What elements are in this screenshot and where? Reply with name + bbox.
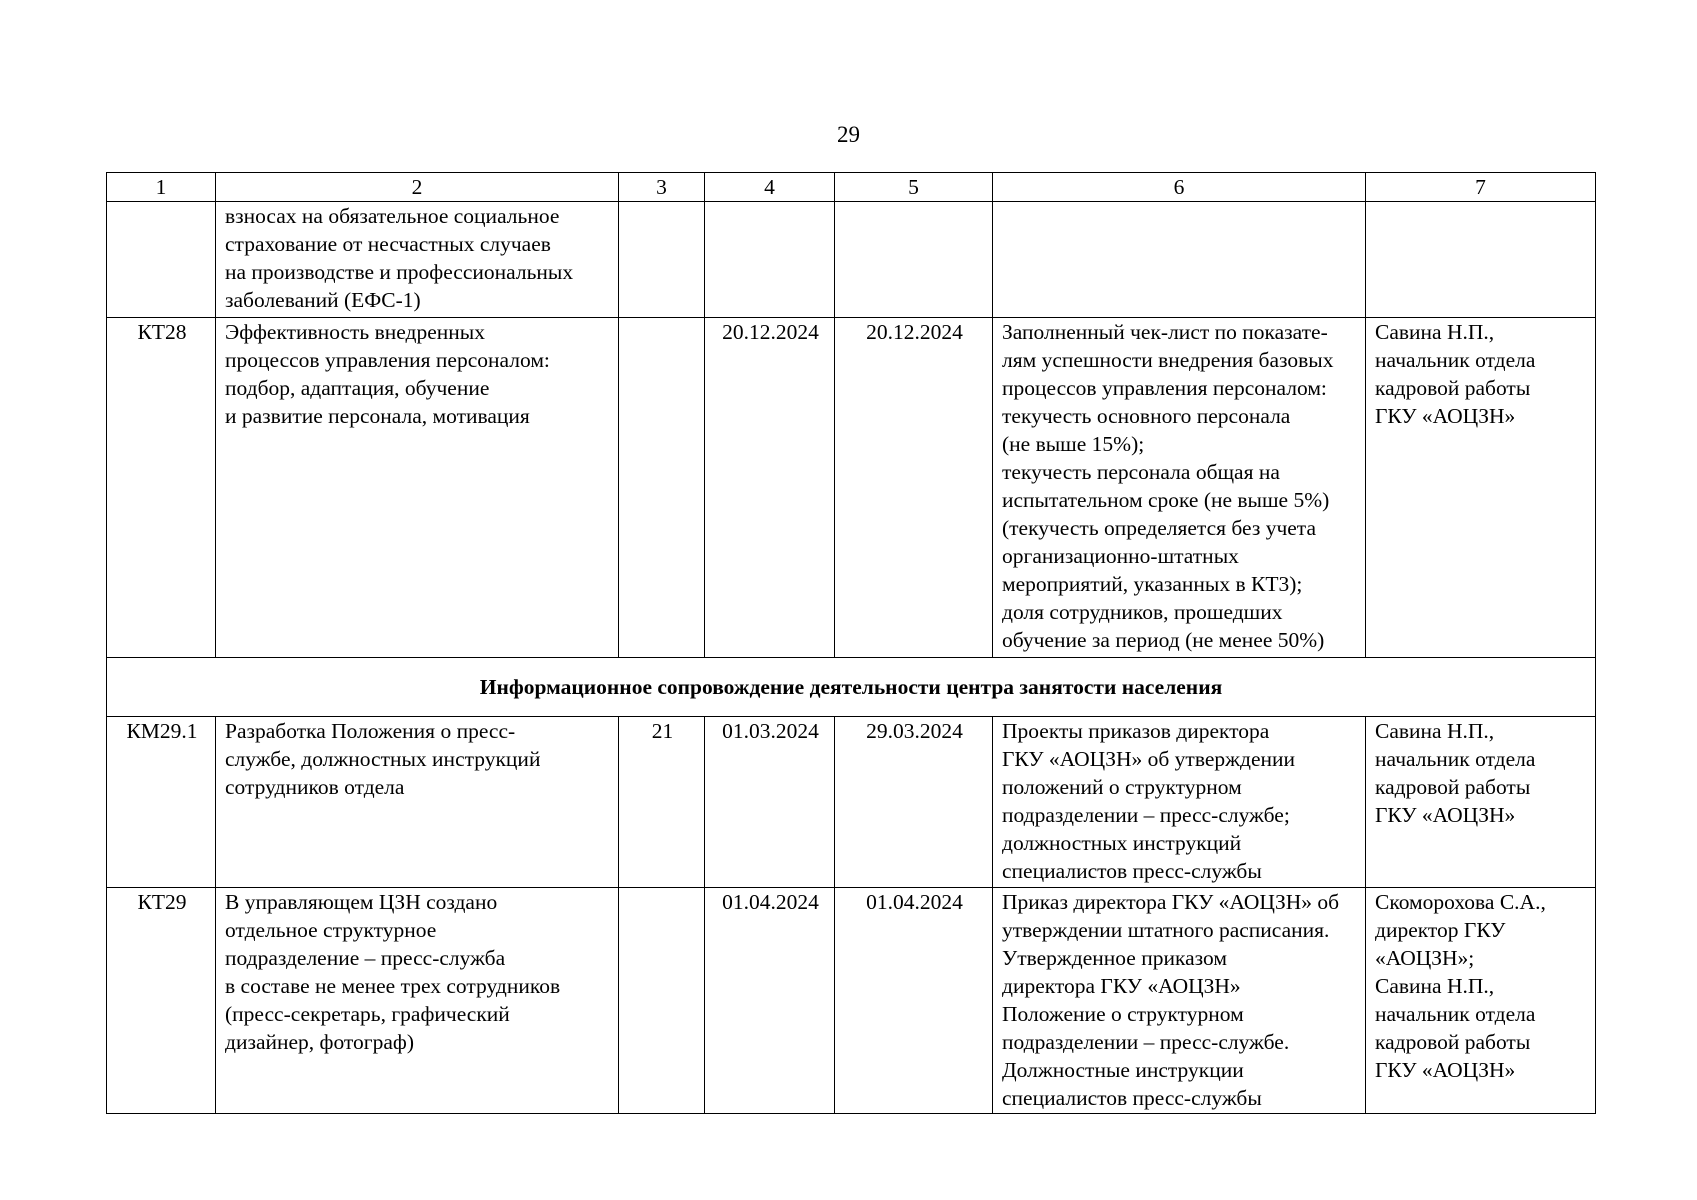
row-responsible-line: кадровой работы — [1375, 1030, 1531, 1054]
row-code: КТ28 — [107, 318, 216, 658]
row-code: КМ29.1 — [107, 717, 216, 888]
row-number — [619, 888, 705, 1114]
row-code: КТ29 — [107, 888, 216, 1114]
row-code — [107, 202, 216, 318]
row-responsible-line: Скоморохова С.А., — [1375, 890, 1546, 914]
row-end-date — [835, 202, 993, 318]
row-name — [216, 202, 619, 318]
row-name-line: В управляющем ЦЗН создано — [225, 890, 498, 914]
row-start-date: 01.04.2024 — [705, 888, 835, 1114]
row-result-line: утверждении штатного расписания. — [1002, 918, 1330, 942]
row-name — [216, 318, 619, 658]
row-responsible-line: «АОЦЗН»; — [1375, 946, 1475, 970]
row-responsible-line: кадровой работы — [1375, 775, 1531, 799]
row-name-line: страхование от несчастных случаев — [225, 232, 551, 256]
header-cell: 5 — [835, 173, 993, 202]
page-number: 29 — [837, 122, 860, 147]
row-responsible — [1366, 202, 1596, 318]
row-result — [993, 318, 1366, 658]
row-start-date — [705, 202, 835, 318]
row-responsible-line: ГКУ «АОЦЗН» — [1375, 803, 1516, 827]
row-responsible-line: Савина Н.П., — [1375, 719, 1495, 743]
row-result-line: мероприятий, указанных в КТ3); — [1002, 572, 1303, 596]
section-title: Информационное сопровождение деятельности центра занятости населения — [107, 658, 1596, 717]
row-number — [619, 318, 705, 658]
row-result-line: положений о структурном — [1002, 775, 1242, 799]
row-responsible-line: Савина Н.П., — [1375, 320, 1495, 344]
header-cell: 6 — [993, 173, 1366, 202]
row-result-line: подразделении – пресс-службе; — [1002, 803, 1290, 827]
table-row — [107, 717, 1596, 888]
table-row — [107, 202, 1596, 318]
row-result-line: Должностные инструкции — [1002, 1058, 1244, 1082]
row-number: 21 — [619, 717, 705, 888]
row-result-line: Заполненный чек-лист по показате- — [1002, 320, 1328, 344]
row-name-line: дизайнер, фотограф) — [225, 1030, 414, 1054]
row-result-line: лям успешности внедрения базовых — [1002, 348, 1334, 372]
row-result-line: обучение за период (не менее 50%) — [1002, 628, 1325, 652]
row-responsible-line: директор ГКУ — [1375, 918, 1506, 942]
row-result-line: специалистов пресс-службы — [1002, 1086, 1262, 1110]
row-result-line: Положение о структурном — [1002, 1002, 1244, 1026]
header-cell: 4 — [705, 173, 835, 202]
header-cell: 3 — [619, 173, 705, 202]
row-result-line: текучесть персонала общая на — [1002, 460, 1280, 484]
row-name-line: сотрудников отдела — [225, 775, 405, 799]
row-name-line: Эффективность внедренных — [225, 320, 485, 344]
row-name-line: службе, должностных инструкций — [225, 747, 541, 771]
table-row — [107, 888, 1596, 1114]
row-name-line: подразделение – пресс-служба — [225, 946, 506, 970]
row-name-line: взносах на обязательное социальное — [225, 204, 560, 228]
row-responsible-line: начальник отдела — [1375, 747, 1536, 771]
header-cell: 1 — [107, 173, 216, 202]
row-responsible-line: начальник отдела — [1375, 348, 1536, 372]
row-result-line: процессов управления персоналом: — [1002, 376, 1327, 400]
row-result-line: доля сотрудников, прошедших — [1002, 600, 1283, 624]
row-name-line: процессов управления персоналом: — [225, 348, 550, 372]
row-name — [216, 717, 619, 888]
table-row — [107, 318, 1596, 658]
row-result-line: (текучесть определяется без учета — [1002, 516, 1317, 540]
row-end-date: 01.04.2024 — [835, 888, 993, 1114]
row-result-line: Приказ директора ГКУ «АОЦЗН» об — [1002, 890, 1340, 914]
row-result-line: директора ГКУ «АОЦЗН» — [1002, 974, 1241, 998]
row-result-line: (не выше 15%); — [1002, 432, 1145, 456]
row-result-line: должностных инструкций — [1002, 831, 1242, 855]
header-cell: 7 — [1366, 173, 1596, 202]
row-name-line: заболеваний (ЕФС-1) — [225, 288, 421, 312]
row-result-line: специалистов пресс-службы — [1002, 859, 1262, 883]
row-name-line: подбор, адаптация, обучение — [225, 376, 490, 400]
row-name-line: и развитие персонала, мотивация — [225, 404, 530, 428]
row-end-date: 29.03.2024 — [835, 717, 993, 888]
row-responsible-line: кадровой работы — [1375, 376, 1531, 400]
header-cell: 2 — [216, 173, 619, 202]
row-result-line: организационно-штатных — [1002, 544, 1239, 568]
row-result — [993, 202, 1366, 318]
row-result-line: Проекты приказов директора — [1002, 719, 1270, 743]
row-name-line: на производстве и профессиональных — [225, 260, 574, 284]
row-name-line: отдельное структурное — [225, 918, 437, 942]
row-responsible-line: ГКУ «АОЦЗН» — [1375, 1058, 1516, 1082]
row-start-date: 01.03.2024 — [705, 717, 835, 888]
row-result-line: подразделении – пресс-службе. — [1002, 1030, 1290, 1054]
row-responsible-line: ГКУ «АОЦЗН» — [1375, 404, 1516, 428]
header-row — [107, 173, 1596, 202]
row-end-date: 20.12.2024 — [835, 318, 993, 658]
row-responsible — [1366, 318, 1596, 658]
plan-table — [106, 172, 1596, 1114]
row-result-line: текучесть основного персонала — [1002, 404, 1291, 428]
row-responsible-line: Савина Н.П., — [1375, 974, 1495, 998]
row-number — [619, 202, 705, 318]
row-responsible-line: начальник отдела — [1375, 1002, 1536, 1026]
row-name — [216, 888, 619, 1114]
row-name-line: в составе не менее трех сотрудников — [225, 974, 561, 998]
row-start-date: 20.12.2024 — [705, 318, 835, 658]
section-row — [107, 658, 1596, 717]
row-result-line: ГКУ «АОЦЗН» об утверждении — [1002, 747, 1296, 771]
row-name-line: (пресс-секретарь, графический — [225, 1002, 510, 1026]
row-result — [993, 888, 1366, 1114]
row-responsible — [1366, 717, 1596, 888]
row-responsible — [1366, 888, 1596, 1114]
row-name-line: Разработка Положения о пресс- — [225, 719, 516, 743]
row-result-line: Утвержденное приказом — [1002, 946, 1227, 970]
row-result-line: испытательном сроке (не выше 5%) — [1002, 488, 1330, 512]
row-result — [993, 717, 1366, 888]
